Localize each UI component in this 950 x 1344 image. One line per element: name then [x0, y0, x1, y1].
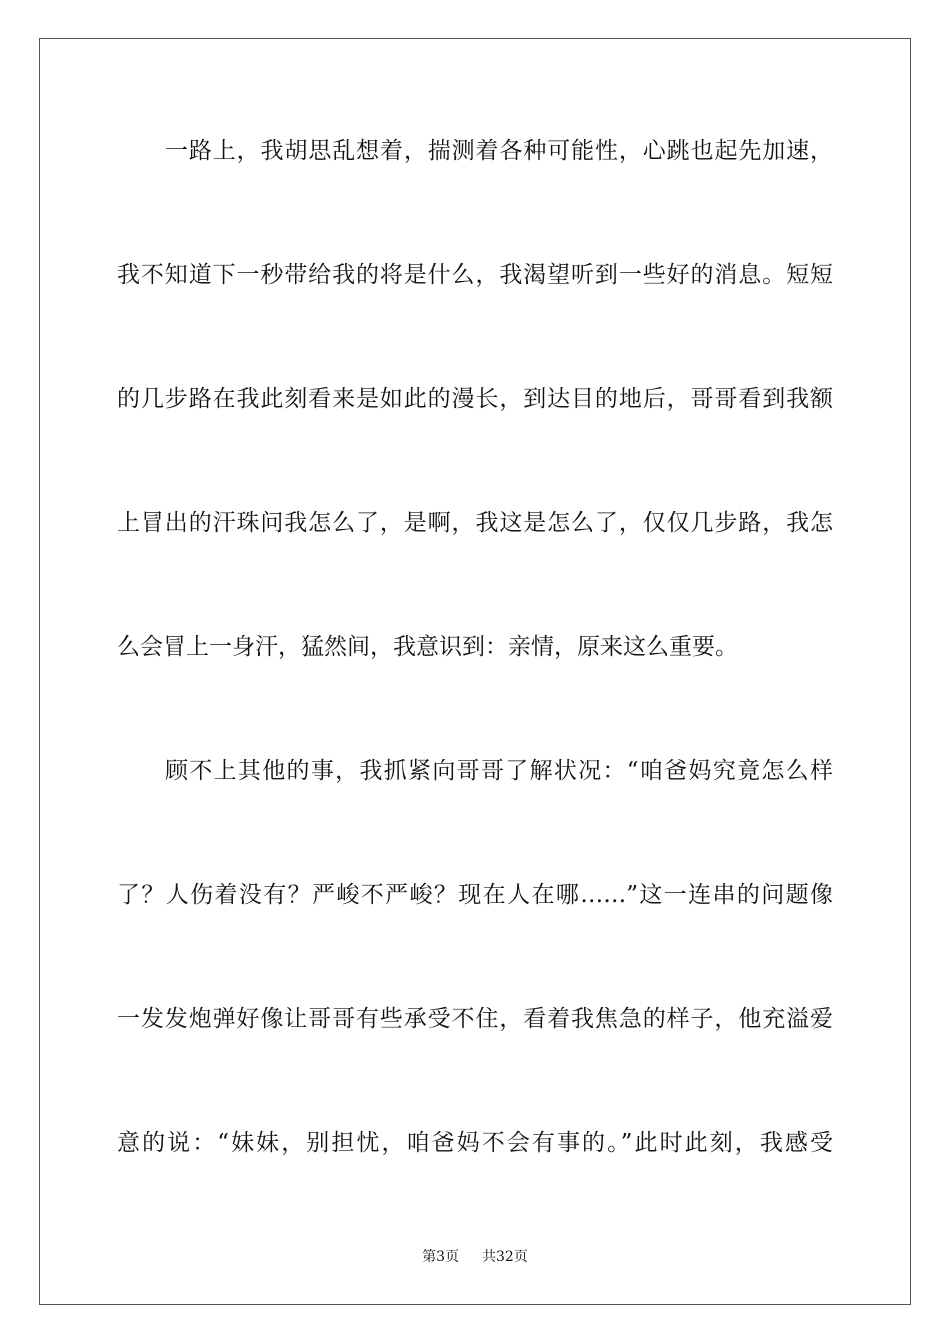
paragraph-line: 顾不上其他的事，我抓紧向哥哥了解状况：“咱爸妈究竟怎么样 — [165, 758, 833, 784]
page-number: 第3页 — [422, 1249, 460, 1265]
paragraph-line: 我不知道下一秒带给我的将是什么，我渴望听到一些好的消息。短短 — [117, 262, 833, 288]
page-border — [39, 38, 911, 1305]
paragraph-line: 一路上，我胡思乱想着，揣测着各种可能性，心跳也起先加速， — [165, 138, 833, 164]
page-total: 共32页 — [482, 1249, 528, 1265]
page-footer — [0, 1246, 950, 1266]
paragraph-line: 一发发炮弹好像让哥哥有些承受不住，看着我焦急的样子，他充溢爱 — [117, 1006, 833, 1032]
paragraph-line: 么会冒上一身汗，猛然间，我意识到：亲情，原来这么重要。 — [117, 634, 738, 660]
paragraph-line: 了？人伤着没有？严峻不严峻？现在人在哪……”这一连串的问题像 — [117, 882, 833, 908]
paragraph-line: 意的说：“妹妹，别担忧，咱爸妈不会有事的。”此时此刻，我感受 — [117, 1130, 833, 1156]
paragraph-line: 上冒出的汗珠问我怎么了，是啊，我这是怎么了，仅仅几步路，我怎 — [117, 510, 833, 536]
paragraph-line: 的几步路在我此刻看来是如此的漫长，到达目的地后，哥哥看到我额 — [117, 386, 833, 412]
